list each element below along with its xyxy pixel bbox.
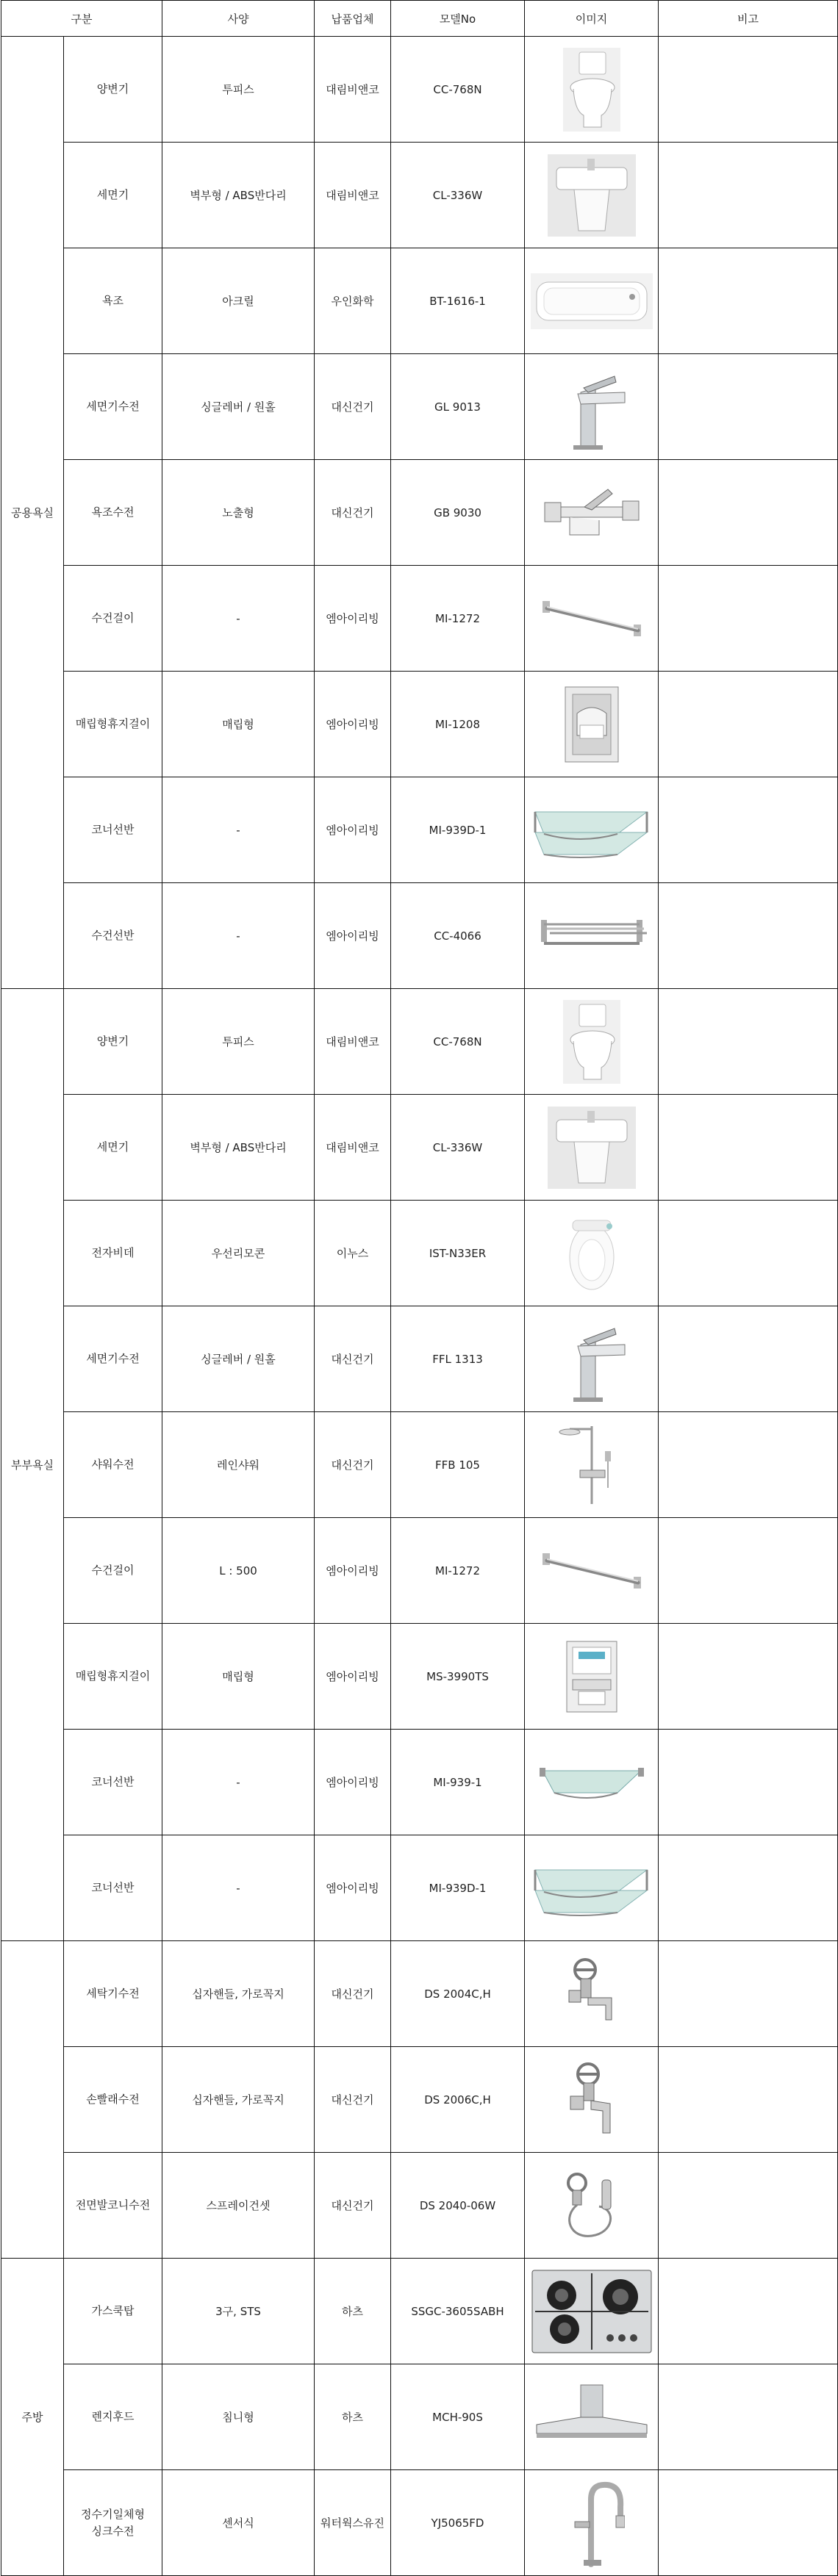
toilet-icon: [528, 997, 655, 1087]
item-model: MI-939-1: [391, 1730, 525, 1835]
header-spec: 사양: [162, 1, 315, 37]
header-image: 이미지: [525, 1, 659, 37]
item-vendor: 대림비앤코: [315, 1095, 391, 1201]
item-note: [659, 460, 838, 566]
table-row: [1, 777, 838, 883]
item-note: [659, 1306, 838, 1412]
item-vendor: 엠아이리빙: [315, 1730, 391, 1835]
item-model: MS-3990TS: [391, 1624, 525, 1730]
item-note: [659, 1941, 838, 2047]
item-image: [525, 460, 659, 566]
item-model: MI-939D-1: [391, 777, 525, 883]
gas-cooktop-icon: [528, 2267, 655, 2356]
item-spec: L : 500: [162, 1518, 315, 1624]
item-model: MI-939D-1: [391, 1835, 525, 1941]
basin-faucet-icon: [528, 1315, 655, 1403]
item-name: 코너선반: [64, 1835, 162, 1941]
fixture-spec-table: [1, 0, 838, 2576]
item-spec: 싱글레버 / 원홀: [162, 354, 315, 460]
item-note: [659, 1730, 838, 1835]
towel-bar-icon: [528, 597, 655, 641]
table-row: [1, 2153, 838, 2259]
bidet-icon: [528, 1213, 655, 1294]
item-name: 손빨래수전: [64, 2047, 162, 2153]
item-note: [659, 354, 838, 460]
item-image: [525, 37, 659, 143]
item-image: [525, 672, 659, 777]
item-note: [659, 37, 838, 143]
item-note: [659, 2364, 838, 2470]
table-row: [1, 1306, 838, 1412]
item-image: [525, 883, 659, 989]
item-model: FFB 105: [391, 1412, 525, 1518]
item-image: [525, 1306, 659, 1412]
item-spec: 투피스: [162, 37, 315, 143]
table-row: [1, 1518, 838, 1624]
item-name: 렌지후드: [64, 2364, 162, 2470]
item-vendor: 엠아이리빙: [315, 1624, 391, 1730]
spray-gun-tap-icon: [528, 2165, 655, 2246]
item-note: [659, 1835, 838, 1941]
item-note: [659, 883, 838, 989]
item-note: [659, 143, 838, 248]
item-spec: 싱글레버 / 원홀: [162, 1306, 315, 1412]
item-note: [659, 2153, 838, 2259]
item-image: [525, 1201, 659, 1306]
item-spec: -: [162, 883, 315, 989]
item-model: DS 2040-06W: [391, 2153, 525, 2259]
table-row: [1, 2364, 838, 2470]
item-note: [659, 248, 838, 354]
item-spec: 투피스: [162, 989, 315, 1095]
group-label: 공용욕실: [1, 37, 64, 989]
corner-shelf-double-icon: [528, 1858, 655, 1918]
item-spec: 십자핸들, 가로꼭지: [162, 2047, 315, 2153]
item-name: 코너선반: [64, 777, 162, 883]
item-image: [525, 2470, 659, 2576]
item-model: DS 2006C,H: [391, 2047, 525, 2153]
item-name: 세면기: [64, 1095, 162, 1201]
item-spec: 벽부형 / ABS반다리: [162, 1095, 315, 1201]
header-note: 비고: [659, 1, 838, 37]
item-name: 양변기: [64, 37, 162, 143]
item-name: 수건선반: [64, 883, 162, 989]
item-image: [525, 2153, 659, 2259]
item-note: [659, 1412, 838, 1518]
item-spec: 벽부형 / ABS반다리: [162, 143, 315, 248]
item-image: [525, 1941, 659, 2047]
washer-tap-icon: [528, 1954, 655, 2034]
item-note: [659, 2047, 838, 2153]
item-spec: 매립형: [162, 672, 315, 777]
item-model: MI-1272: [391, 566, 525, 672]
range-hood-icon: [528, 2381, 655, 2454]
item-vendor: 이누스: [315, 1201, 391, 1306]
item-model: CC-4066: [391, 883, 525, 989]
item-image: [525, 143, 659, 248]
item-vendor: 하츠: [315, 2364, 391, 2470]
table-row: [1, 1201, 838, 1306]
item-spec: 센서식: [162, 2470, 315, 2576]
item-name: 욕조: [64, 248, 162, 354]
item-image: [525, 1730, 659, 1835]
item-name: 코너선반: [64, 1730, 162, 1835]
item-model: CL-336W: [391, 1095, 525, 1201]
item-vendor: 하츠: [315, 2259, 391, 2364]
item-note: [659, 672, 838, 777]
laundry-tap-icon: [528, 2059, 655, 2140]
table-row: [1, 566, 838, 672]
item-vendor: 워터웍스유진: [315, 2470, 391, 2576]
towel-shelf-icon: [528, 914, 655, 958]
item-spec: -: [162, 777, 315, 883]
item-spec: -: [162, 566, 315, 672]
item-vendor: 대림비앤코: [315, 989, 391, 1095]
item-model: GB 9030: [391, 460, 525, 566]
item-name: 샤워수전: [64, 1412, 162, 1518]
item-vendor: 우인화학: [315, 248, 391, 354]
item-note: [659, 1095, 838, 1201]
item-spec: 3구, STS: [162, 2259, 315, 2364]
item-model: CL-336W: [391, 143, 525, 248]
item-image: [525, 1518, 659, 1624]
table-row: [1, 143, 838, 248]
item-name: 세면기수전: [64, 354, 162, 460]
table-row: [1, 460, 838, 566]
table-row: [1, 1095, 838, 1201]
item-model: GL 9013: [391, 354, 525, 460]
item-model: CC-768N: [391, 989, 525, 1095]
table-row: [1, 1730, 838, 1835]
item-model: DS 2004C,H: [391, 1941, 525, 2047]
item-spec: -: [162, 1835, 315, 1941]
item-spec: 침니형: [162, 2364, 315, 2470]
item-model: YJ5065FD: [391, 2470, 525, 2576]
washbasin-icon: [528, 151, 655, 240]
rain-shower-icon: [528, 1422, 655, 1508]
item-name: 세탁기수전: [64, 1941, 162, 2047]
item-image: [525, 777, 659, 883]
item-name: 양변기: [64, 989, 162, 1095]
item-note: [659, 1518, 838, 1624]
item-vendor: 대신건기: [315, 2153, 391, 2259]
item-name: 전면발코니수전: [64, 2153, 162, 2259]
item-vendor: 대림비앤코: [315, 143, 391, 248]
table-row: [1, 37, 838, 143]
item-note: [659, 566, 838, 672]
item-spec: 우선리모콘: [162, 1201, 315, 1306]
item-name: 수건걸이: [64, 566, 162, 672]
bath-faucet-icon: [528, 476, 655, 550]
item-spec: 스프레이건셋: [162, 2153, 315, 2259]
item-name: 매립형휴지걸이: [64, 1624, 162, 1730]
item-note: [659, 1624, 838, 1730]
item-image: [525, 989, 659, 1095]
item-vendor: 대신건기: [315, 1306, 391, 1412]
washbasin-icon: [528, 1104, 655, 1192]
table-row: [1, 1835, 838, 1941]
item-model: MI-1272: [391, 1518, 525, 1624]
item-image: [525, 2259, 659, 2364]
basin-faucet-icon: [528, 363, 655, 451]
item-name: 가스쿡탑: [64, 2259, 162, 2364]
group-label: 주방: [1, 2259, 64, 2576]
header-model: 모델No: [391, 1, 525, 37]
item-image: [525, 1835, 659, 1941]
table-row: [1, 672, 838, 777]
item-image: [525, 1624, 659, 1730]
group-label: [1, 1941, 64, 2259]
item-model: CC-768N: [391, 37, 525, 143]
sink-faucet-icon: [528, 2478, 655, 2569]
item-vendor: 엠아이리빙: [315, 1518, 391, 1624]
item-vendor: 엠아이리빙: [315, 1835, 391, 1941]
item-image: [525, 2364, 659, 2470]
table-row: [1, 1941, 838, 2047]
item-vendor: 대신건기: [315, 460, 391, 566]
item-name: 매립형휴지걸이: [64, 672, 162, 777]
table-row: [1, 248, 838, 354]
item-image: [525, 566, 659, 672]
item-vendor: 엠아이리빙: [315, 672, 391, 777]
item-vendor: 대신건기: [315, 2047, 391, 2153]
item-name: 전자비데: [64, 1201, 162, 1306]
item-note: [659, 2259, 838, 2364]
item-note: [659, 1201, 838, 1306]
item-vendor: 엠아이리빙: [315, 777, 391, 883]
item-name: 세면기수전: [64, 1306, 162, 1412]
toilet-icon: [528, 45, 655, 134]
item-spec: 레인샤워: [162, 1412, 315, 1518]
item-vendor: 대림비앤코: [315, 37, 391, 143]
item-vendor: 대신건기: [315, 354, 391, 460]
item-model: FFL 1313: [391, 1306, 525, 1412]
table-row: [1, 1624, 838, 1730]
item-spec: 매립형: [162, 1624, 315, 1730]
header-vendor: 납품업체: [315, 1, 391, 37]
paper-holder-icon: [528, 684, 655, 765]
item-note: [659, 2470, 838, 2576]
item-model: SSGC-3605SABH: [391, 2259, 525, 2364]
item-model: MCH-90S: [391, 2364, 525, 2470]
corner-shelf-double-icon: [528, 800, 655, 860]
corner-shelf-icon: [528, 1760, 655, 1805]
header-category: 구분: [1, 1, 162, 37]
item-image: [525, 1412, 659, 1518]
table-row: [1, 2259, 838, 2364]
item-name: 정수기일체형 싱크수전: [64, 2470, 162, 2576]
item-name: 세면기: [64, 143, 162, 248]
item-spec: 아크릴: [162, 248, 315, 354]
table-row: [1, 354, 838, 460]
table-row: [1, 2470, 838, 2576]
item-image: [525, 2047, 659, 2153]
item-image: [525, 1095, 659, 1201]
table-row: [1, 2047, 838, 2153]
item-vendor: 엠아이리빙: [315, 566, 391, 672]
header-row: [1, 1, 838, 37]
item-model: MI-1208: [391, 672, 525, 777]
item-image: [525, 248, 659, 354]
group-label: 부부욕실: [1, 989, 64, 1941]
item-vendor: 대신건기: [315, 1412, 391, 1518]
item-note: [659, 989, 838, 1095]
item-spec: -: [162, 1730, 315, 1835]
bathtub-icon: [528, 272, 655, 331]
item-note: [659, 777, 838, 883]
table-row: [1, 989, 838, 1095]
item-spec: 십자핸들, 가로꼭지: [162, 1941, 315, 2047]
table-row: [1, 883, 838, 989]
item-vendor: 엠아이리빙: [315, 883, 391, 989]
item-spec: 노출형: [162, 460, 315, 566]
item-image: [525, 354, 659, 460]
paper-holder-shelf-icon: [528, 1638, 655, 1715]
table-row: [1, 1412, 838, 1518]
item-model: BT-1616-1: [391, 248, 525, 354]
item-name: 욕조수전: [64, 460, 162, 566]
item-vendor: 대신건기: [315, 1941, 391, 2047]
towel-bar-icon: [528, 1549, 655, 1593]
item-model: IST-N33ER: [391, 1201, 525, 1306]
item-name: 수건걸이: [64, 1518, 162, 1624]
